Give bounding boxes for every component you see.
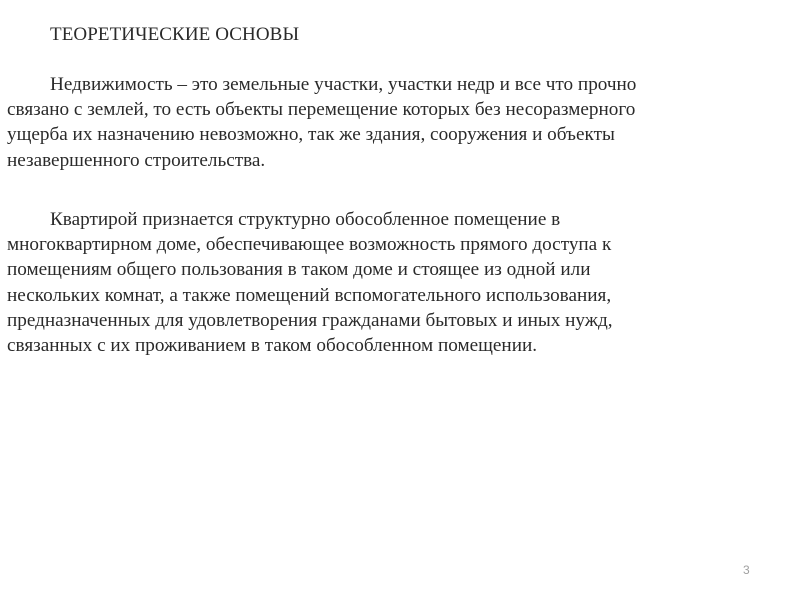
paragraph-line: нескольких комнат, а также помещений вспомогательного использования,	[7, 284, 612, 306]
paragraph-line: ущерба их назначению невозможно, так же здания, сооружения и объекты	[7, 124, 615, 146]
paragraph-apartment-definition	[7, 207, 797, 358]
paragraph-line: многоквартирном доме, обеспечивающее возможность прямого доступа к	[7, 234, 612, 256]
page-number: 3	[743, 563, 750, 577]
paragraph-line: связано с землей, то есть объекты перемещение которых без несоразмерного	[7, 99, 636, 121]
paragraph-line: предназначенных для удовлетворения гражданами бытовых и иных нужд,	[7, 309, 613, 331]
paragraph-line: Недвижимость – это земельные участки, участки недр и все что прочно	[50, 74, 637, 95]
slide-title: ТЕОРЕТИЧЕСКИЕ ОСНОВЫ	[50, 24, 300, 45]
paragraph-line: связанных с их проживанием в таком обособленном помещении.	[7, 334, 538, 356]
paragraph-line: Квартирой признается структурно обособленное помещение в	[50, 209, 561, 230]
paragraph-line: помещениям общего пользования в таком доме и стоящее из одной или	[7, 259, 591, 281]
paragraph-real-estate-definition	[7, 72, 797, 173]
paragraph-line: незавершенного строительства.	[7, 149, 266, 171]
